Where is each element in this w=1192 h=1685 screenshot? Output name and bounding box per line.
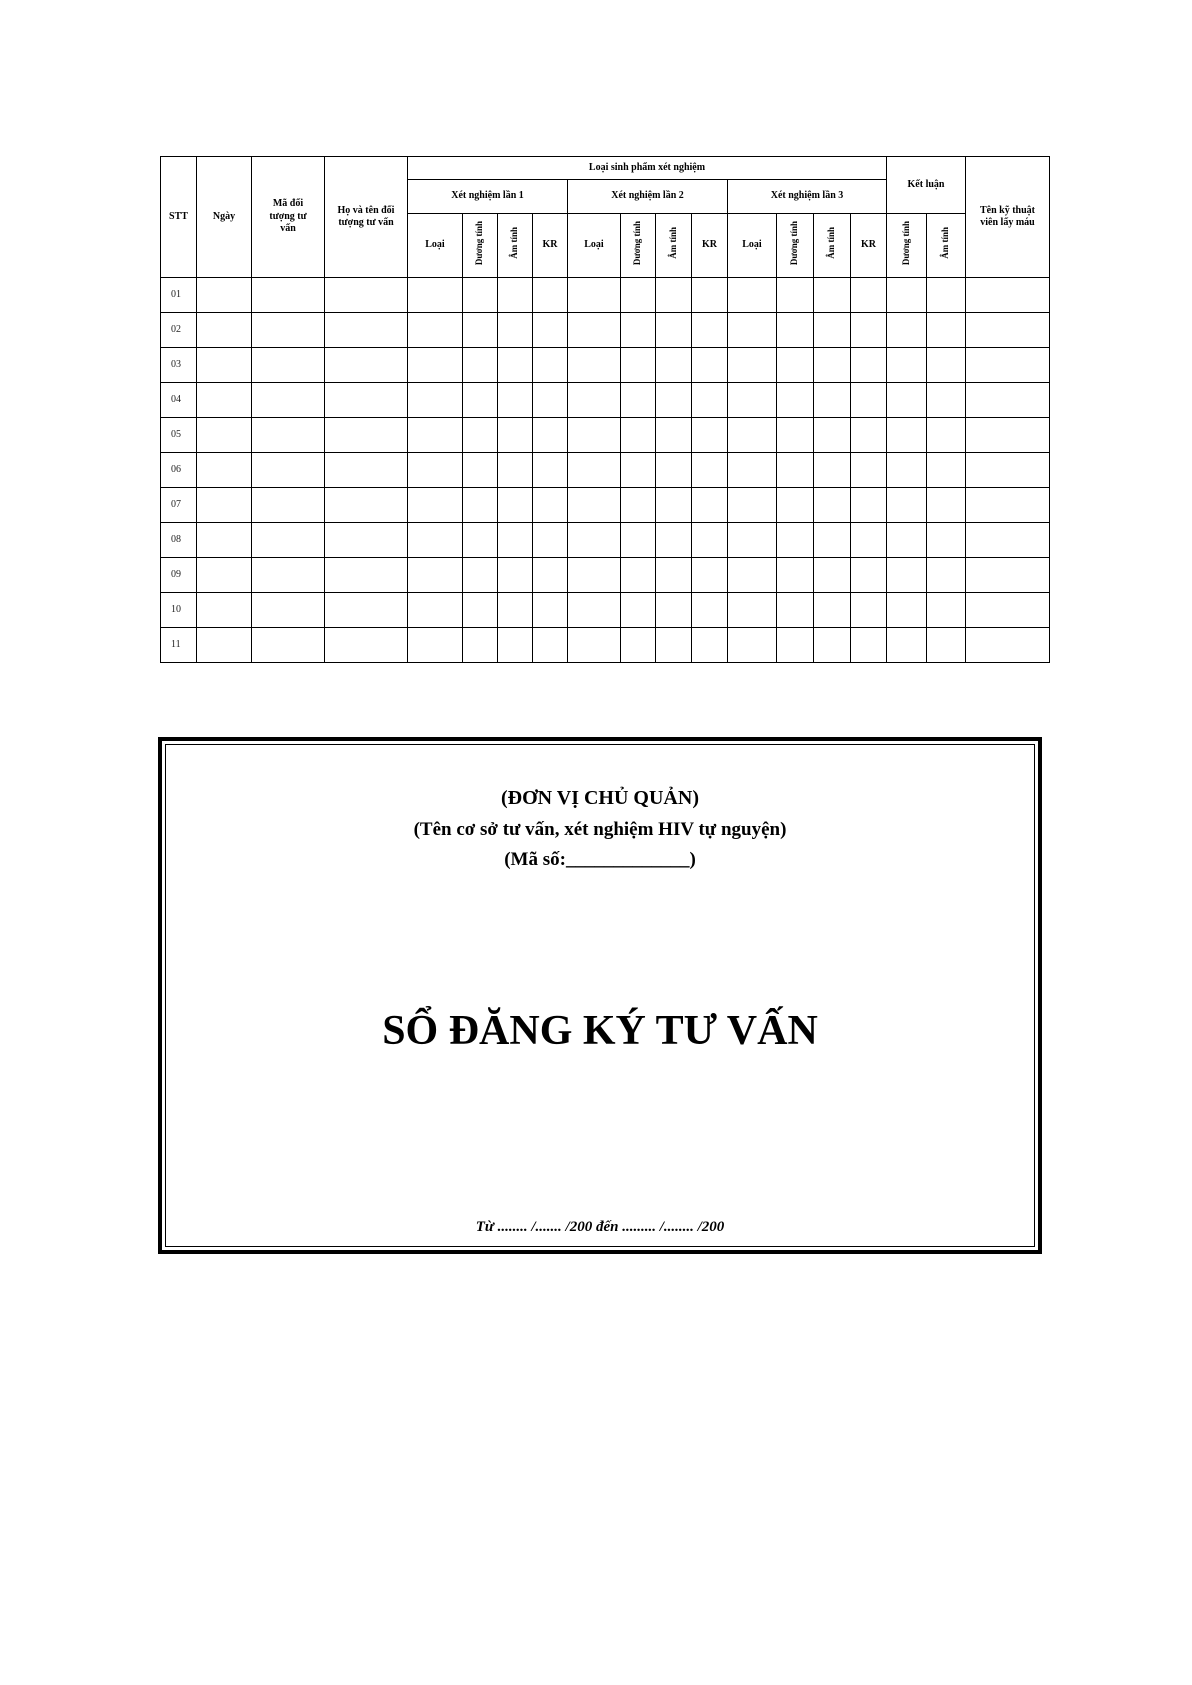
header-test3-positive-label: Dương tính [789, 221, 800, 266]
cover-title: SỔ ĐĂNG KÝ TƯ VẤN [382, 1008, 818, 1054]
table-cell [252, 313, 325, 348]
header-test2-negative [656, 214, 692, 278]
table-cell [533, 348, 568, 383]
table-cell [325, 628, 408, 663]
row-number: 08 [161, 523, 197, 558]
table-cell [498, 348, 533, 383]
table-cell [252, 418, 325, 453]
cover-org-line: (ĐƠN VỊ CHỦ QUẢN) [501, 787, 699, 809]
table-cell [533, 593, 568, 628]
table-row [161, 558, 1050, 593]
table-cell [252, 523, 325, 558]
table-cell [887, 348, 927, 383]
table-cell [621, 313, 656, 348]
table-row [161, 418, 1050, 453]
table-cell [927, 628, 966, 663]
table-cell [814, 628, 851, 663]
table-cell [325, 593, 408, 628]
table-cell [728, 418, 777, 453]
table-cell [621, 558, 656, 593]
row-number: 07 [161, 488, 197, 523]
table-cell [463, 418, 498, 453]
cover-code-line: (Mã số:_____________) [504, 849, 696, 870]
table-cell [498, 558, 533, 593]
table-cell [728, 453, 777, 488]
table-cell [568, 383, 621, 418]
table-cell [777, 628, 814, 663]
table-cell [728, 593, 777, 628]
table-cell [498, 593, 533, 628]
table-cell [621, 278, 656, 313]
table-cell [656, 453, 692, 488]
table-cell [568, 558, 621, 593]
table-cell [692, 593, 728, 628]
table-cell [814, 488, 851, 523]
table-cell [533, 383, 568, 418]
table-row [161, 453, 1050, 488]
header-test2-kr: KR [692, 214, 728, 278]
table-cell [197, 313, 252, 348]
header-test1-negative [498, 214, 533, 278]
table-cell [568, 453, 621, 488]
table-cell [966, 488, 1050, 523]
table-cell [851, 348, 887, 383]
table-cell [621, 453, 656, 488]
table-cell [851, 453, 887, 488]
table-cell [692, 313, 728, 348]
header-conclusion-negative-label: Âm tính [940, 227, 951, 260]
table-cell [533, 453, 568, 488]
header-technician [966, 157, 1050, 278]
cover-facility-line: (Tên cơ sở tư vấn, xét nghiệm HIV tự nguyện) [413, 819, 787, 840]
table-cell [252, 348, 325, 383]
table-cell [408, 383, 463, 418]
table-cell [692, 488, 728, 523]
table-cell [568, 313, 621, 348]
table-cell [851, 278, 887, 313]
table-cell [197, 488, 252, 523]
table-cell [498, 383, 533, 418]
table-cell [325, 453, 408, 488]
table-cell [887, 418, 927, 453]
table-cell [533, 418, 568, 453]
table-cell [621, 488, 656, 523]
table-cell [533, 278, 568, 313]
table-cell [463, 383, 498, 418]
table-cell [777, 453, 814, 488]
table-cell [325, 278, 408, 313]
header-stt: STT [161, 157, 197, 278]
table-cell [814, 383, 851, 418]
table-cell [408, 593, 463, 628]
header-test3-kr: KR [851, 214, 887, 278]
table-cell [728, 383, 777, 418]
table-cell [927, 453, 966, 488]
table-cell [463, 593, 498, 628]
header-conclusion: Kết luận [887, 157, 966, 214]
header-conclusion-positive-label: Dương tính [900, 221, 911, 266]
header-specimen-group: Loại sinh phẩm xét nghiệm [408, 157, 887, 180]
table-cell [325, 383, 408, 418]
header-test2-positive-label: Dương tính [632, 221, 643, 266]
table-cell [498, 313, 533, 348]
table-cell [814, 453, 851, 488]
table-cell [692, 278, 728, 313]
table-cell [252, 453, 325, 488]
table-cell [966, 313, 1050, 348]
table-cell [568, 418, 621, 453]
table-cell [927, 313, 966, 348]
header-test-3: Xét nghiệm lần 3 [728, 180, 887, 214]
table-row [161, 488, 1050, 523]
table-cell [325, 348, 408, 383]
table-cell [533, 488, 568, 523]
table-cell [252, 488, 325, 523]
table-cell [692, 523, 728, 558]
table-cell [533, 313, 568, 348]
header-test3-positive [777, 214, 814, 278]
table-cell [966, 418, 1050, 453]
table-cell [692, 418, 728, 453]
table-row [161, 313, 1050, 348]
table-cell [728, 628, 777, 663]
table-cell [252, 278, 325, 313]
table-cell [621, 593, 656, 628]
table-cell [498, 523, 533, 558]
table-cell [463, 313, 498, 348]
table-cell [927, 383, 966, 418]
table-cell [851, 383, 887, 418]
table-cell [728, 523, 777, 558]
table-row [161, 383, 1050, 418]
row-number: 02 [161, 313, 197, 348]
table-cell [887, 593, 927, 628]
table-row [161, 348, 1050, 383]
table-cell [498, 488, 533, 523]
table-cell [814, 558, 851, 593]
header-test3-type: Loại [728, 214, 777, 278]
table-cell [533, 558, 568, 593]
table-cell [927, 488, 966, 523]
table-cell [814, 593, 851, 628]
table-cell [656, 593, 692, 628]
table-cell [814, 418, 851, 453]
table-cell [656, 348, 692, 383]
table-cell [621, 523, 656, 558]
header-date: Ngày [197, 157, 252, 278]
table-cell [887, 523, 927, 558]
header-technician-label: Tên kỹ thuật viên lấy máu [979, 204, 1035, 228]
table-cell [621, 348, 656, 383]
table-cell [252, 558, 325, 593]
table-cell [927, 558, 966, 593]
table-cell [621, 418, 656, 453]
table-cell [814, 523, 851, 558]
table-row [161, 523, 1050, 558]
header-conclusion-positive [887, 214, 927, 278]
register-cover [158, 737, 1042, 1254]
cover-inner-frame [165, 744, 1035, 1247]
table-cell [325, 558, 408, 593]
table-cell [927, 593, 966, 628]
header-client-code-label: Mã đối tượng tư vấn [269, 198, 307, 235]
table-cell [533, 523, 568, 558]
table-cell [568, 488, 621, 523]
header-client-name-label: Họ và tên đối tượng tư vấn [337, 204, 395, 228]
table-cell [325, 313, 408, 348]
table-cell [463, 523, 498, 558]
row-number: 04 [161, 383, 197, 418]
table-cell [728, 348, 777, 383]
table-cell [728, 558, 777, 593]
header-test3-negative [814, 214, 851, 278]
table-cell [498, 278, 533, 313]
header-test3-negative-label: Âm tính [826, 227, 837, 260]
table-cell [463, 348, 498, 383]
table-cell [966, 558, 1050, 593]
table-cell [408, 418, 463, 453]
table-cell [408, 558, 463, 593]
row-number: 06 [161, 453, 197, 488]
row-number: 01 [161, 278, 197, 313]
table-cell [777, 593, 814, 628]
row-number: 11 [161, 628, 197, 663]
table-cell [197, 558, 252, 593]
table-cell [777, 558, 814, 593]
table-cell [533, 628, 568, 663]
table-cell [656, 558, 692, 593]
header-test1-type: Loại [408, 214, 463, 278]
table-cell [777, 278, 814, 313]
table-cell [408, 348, 463, 383]
table-cell [621, 628, 656, 663]
header-test2-negative-label: Âm tính [667, 227, 678, 260]
table-cell [252, 383, 325, 418]
table-cell [777, 348, 814, 383]
table-cell [966, 523, 1050, 558]
table-cell [851, 523, 887, 558]
table-cell [692, 453, 728, 488]
table-cell [692, 558, 728, 593]
table-cell [197, 278, 252, 313]
table-cell [814, 278, 851, 313]
table-cell [656, 488, 692, 523]
table-cell [197, 593, 252, 628]
table-cell [966, 348, 1050, 383]
header-client-code [252, 157, 325, 278]
table-cell [887, 488, 927, 523]
table-cell [966, 628, 1050, 663]
table-cell [408, 278, 463, 313]
table-cell [197, 628, 252, 663]
table-cell [656, 383, 692, 418]
table-cell [692, 383, 728, 418]
table-cell [463, 488, 498, 523]
table-cell [728, 278, 777, 313]
header-test2-type: Loại [568, 214, 621, 278]
table-cell [656, 313, 692, 348]
cover-period-line: Từ ........ /....... /200 đến ......... /........ /200 [475, 1219, 725, 1235]
table-cell [887, 383, 927, 418]
header-test2-positive [621, 214, 656, 278]
table-cell [568, 278, 621, 313]
header-test1-negative-label: Âm tính [509, 227, 520, 260]
table-cell [252, 628, 325, 663]
table-cell [851, 558, 887, 593]
table-cell [408, 453, 463, 488]
header-test1-positive [463, 214, 498, 278]
table-cell [568, 628, 621, 663]
table-cell [966, 593, 1050, 628]
table-row [161, 278, 1050, 313]
table-cell [408, 488, 463, 523]
header-test1-positive-label: Dương tính [474, 221, 485, 266]
register-table [160, 156, 1050, 663]
table-cell [887, 558, 927, 593]
table-cell [814, 348, 851, 383]
row-number: 09 [161, 558, 197, 593]
table-cell [927, 418, 966, 453]
table-cell [568, 523, 621, 558]
table-cell [887, 313, 927, 348]
table-cell [927, 348, 966, 383]
table-cell [656, 523, 692, 558]
table-cell [463, 453, 498, 488]
table-cell [197, 348, 252, 383]
header-client-name [325, 157, 408, 278]
table-cell [814, 313, 851, 348]
table-cell [966, 278, 1050, 313]
table-cell [692, 628, 728, 663]
table-cell [621, 383, 656, 418]
table-cell [325, 523, 408, 558]
table-cell [498, 628, 533, 663]
table-cell [325, 418, 408, 453]
table-cell [966, 453, 1050, 488]
table-cell [656, 278, 692, 313]
table-cell [197, 453, 252, 488]
table-cell [197, 418, 252, 453]
table-cell [728, 313, 777, 348]
header-test1-kr: KR [533, 214, 568, 278]
table-cell [498, 453, 533, 488]
row-number: 03 [161, 348, 197, 383]
table-cell [777, 523, 814, 558]
table-cell [777, 418, 814, 453]
table-cell [463, 558, 498, 593]
table-cell [568, 348, 621, 383]
row-number: 05 [161, 418, 197, 453]
table-cell [656, 628, 692, 663]
table-cell [197, 523, 252, 558]
table-cell [851, 488, 887, 523]
table-cell [656, 418, 692, 453]
table-cell [498, 418, 533, 453]
table-cell [325, 488, 408, 523]
header-test-2: Xét nghiệm lần 2 [568, 180, 728, 214]
table-cell [851, 628, 887, 663]
table-row [161, 593, 1050, 628]
table-cell [851, 313, 887, 348]
register-body [161, 278, 1050, 663]
table-cell [408, 313, 463, 348]
table-cell [728, 488, 777, 523]
table-cell [887, 628, 927, 663]
header-test-1: Xét nghiệm lần 1 [408, 180, 568, 214]
table-cell [463, 278, 498, 313]
table-cell [463, 628, 498, 663]
table-cell [887, 453, 927, 488]
table-cell [408, 523, 463, 558]
table-cell [777, 488, 814, 523]
table-cell [777, 383, 814, 418]
table-row [161, 628, 1050, 663]
table-cell [197, 383, 252, 418]
table-cell [408, 628, 463, 663]
row-number: 10 [161, 593, 197, 628]
table-cell [887, 278, 927, 313]
table-cell [851, 418, 887, 453]
table-cell [568, 593, 621, 628]
header-conclusion-negative [927, 214, 966, 278]
table-cell [927, 523, 966, 558]
table-cell [927, 278, 966, 313]
table-cell [966, 383, 1050, 418]
table-cell [777, 313, 814, 348]
table-cell [252, 593, 325, 628]
table-cell [851, 593, 887, 628]
table-cell [692, 348, 728, 383]
